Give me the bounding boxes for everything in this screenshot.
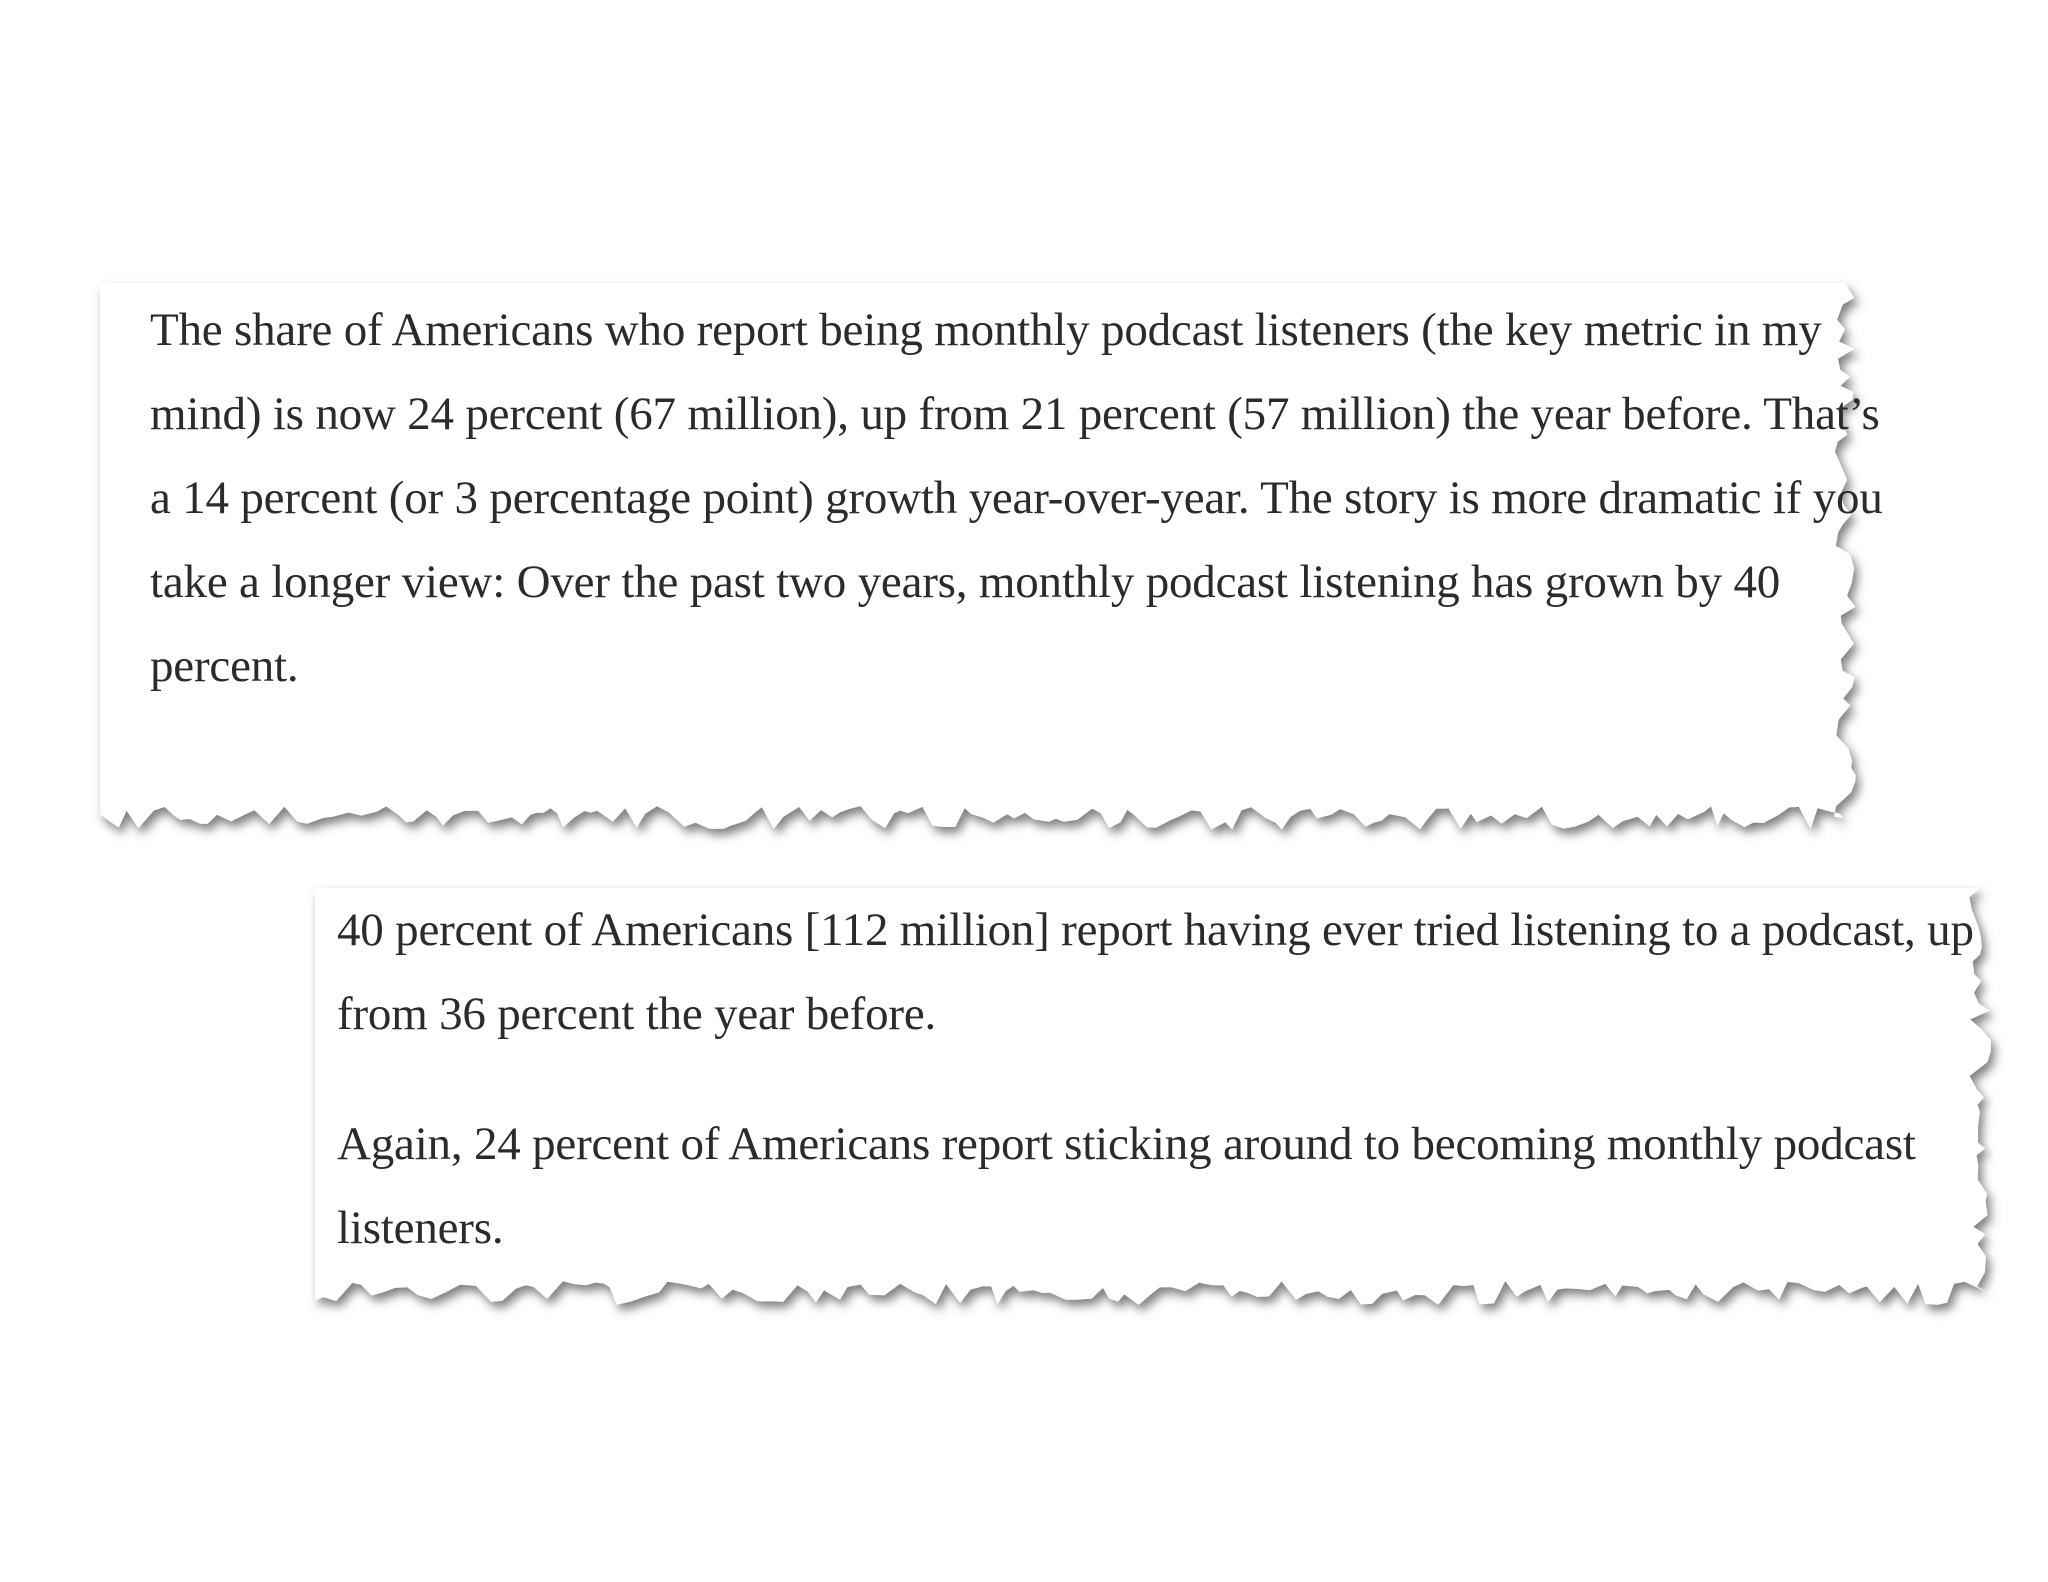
article-clipping-2 — [315, 888, 2015, 1318]
clipping-2-paragraph-1: 40 percent of Americans [112 million] report having ever tried listening to a podcast, up from 36 percent the year before. — [337, 904, 1974, 1040]
article-clipping-1 — [100, 283, 1883, 843]
clipping-2-paragraph-2: Again, 24 percent of Americans report sticking around to becoming monthly podcast listeners. — [337, 1118, 1916, 1254]
clipping-1-paragraph: The share of Americans who report being monthly podcast listeners (the key metric in my mind) is now 24 percent (67 million), up from 21 percent (57 million) the year before. That’s a 14 percent (or 3 percentage point) growth year-over-year. The story is more dramatic if you take a longer view: Over the past two years, monthly podcast listening has grown by 40 percent. — [150, 304, 1883, 692]
